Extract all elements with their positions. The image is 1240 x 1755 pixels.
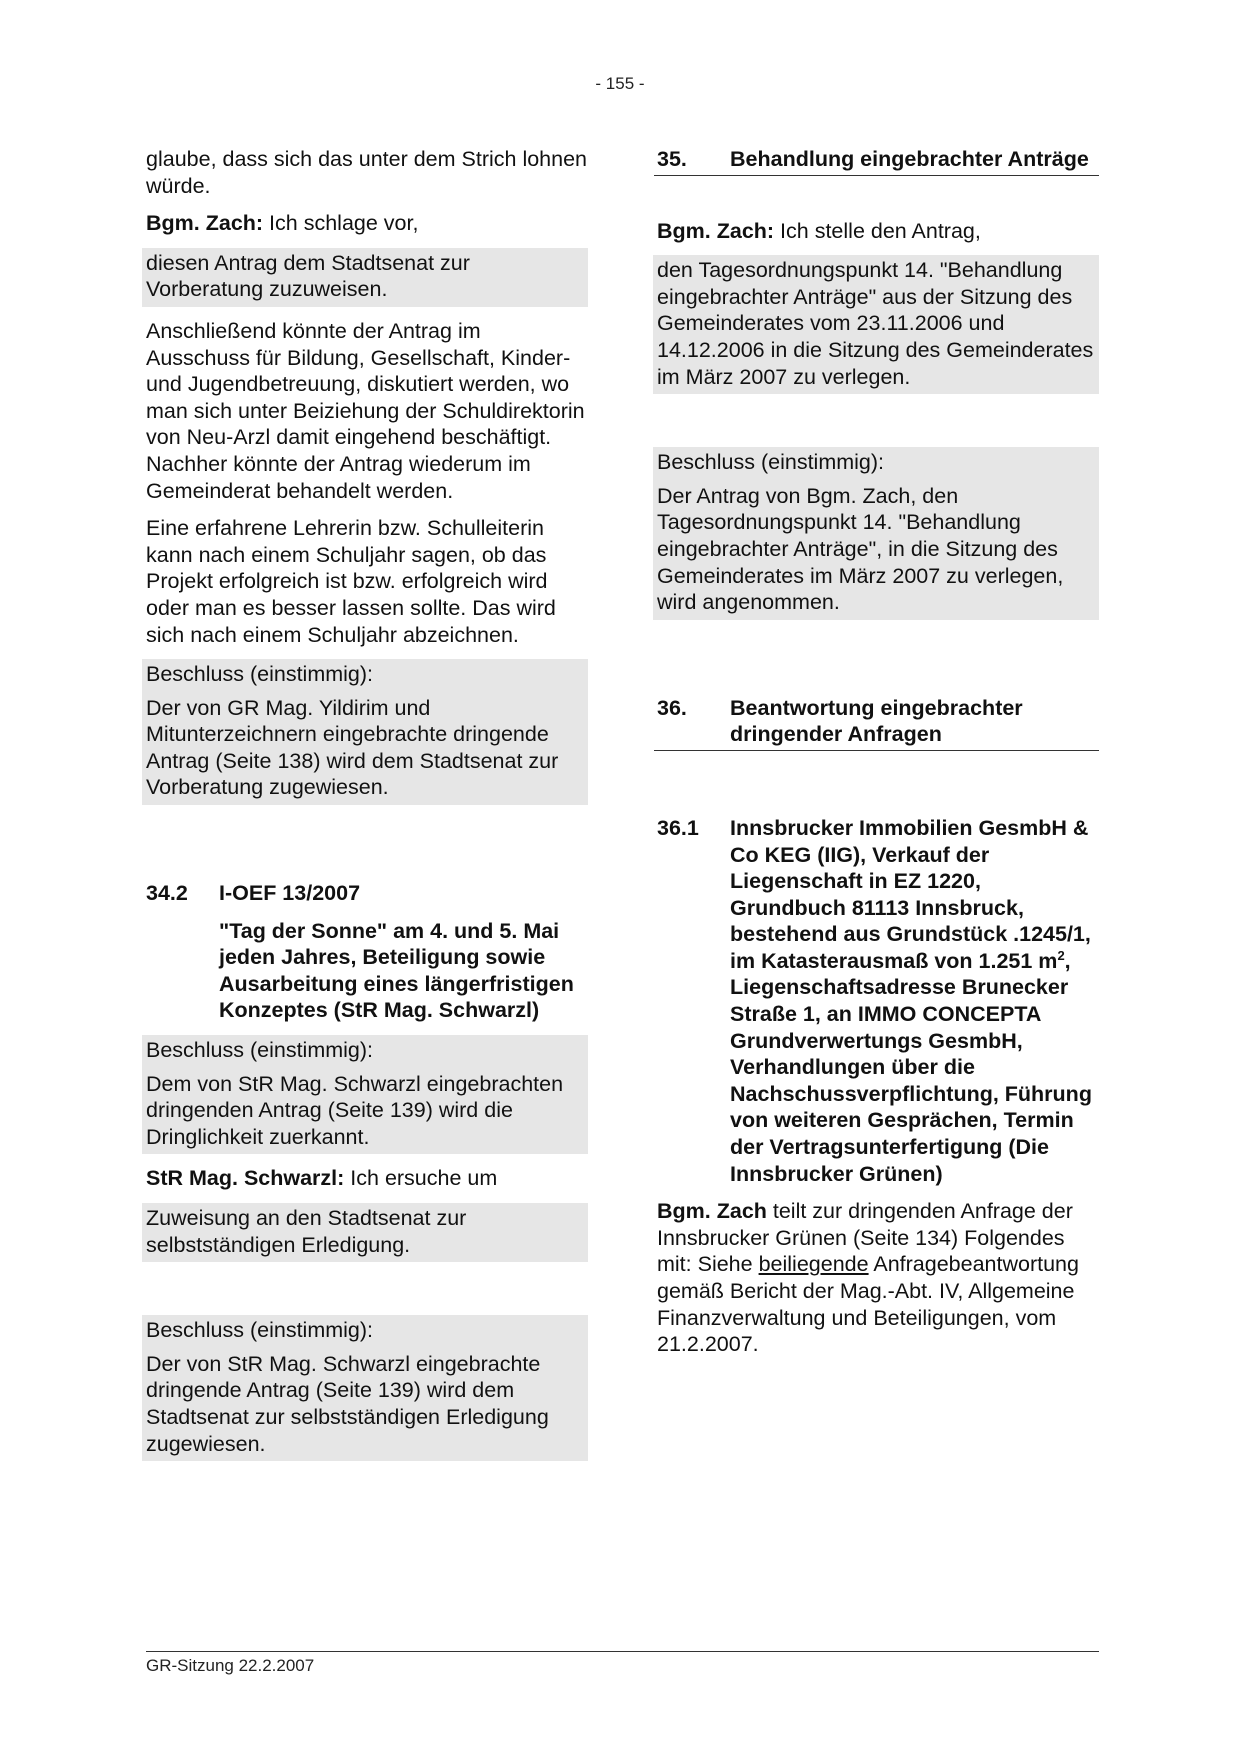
left-column [146, 146, 588, 1472]
speaker-name: Bgm. Zach: [146, 211, 264, 236]
paragraph: glaube, dass sich das unter dem Strich lohnen würde. [146, 147, 588, 198]
item-title: "Tag der Sonne" am 4. und 5. Mai jeden Jahres, Beteiligung sowie Ausarbeitung eines längerfristigen Konzeptes (StR Mag. Schwarzl) [219, 918, 574, 1023]
paragraph-text: Ich ersuche um [344, 1166, 498, 1191]
page-number: - 155 - [595, 74, 645, 93]
agenda-item-36-1 [657, 815, 1099, 1187]
paragraph [146, 1165, 588, 1192]
motion-box: Zuweisung an den Stadtsenat zur selbstständigen Erledigung. [142, 1203, 588, 1262]
item-title: Innsbrucker Immobilien GesmbH & Co KEG (IIG), Verkauf der Liegenschaft in EZ 1220, Grundbuch 81113 Innsbruck, bestehend aus Grundstück .1245/1, im Katasterausmaß von 1.251 $m^2$, Liegenschaftsadresse Brunecker Straße 1, an IMMO CONCEPTA Grundverwertungs GesmbH, Verhandlungen über die Nachschussverpflichtung, Führung von weiteren Gesprächen, Termin der Vertragsunterfertigung (Die Innsbrucker Grünen) [730, 815, 1092, 1186]
paragraph-text: Ich schlage vor, [263, 211, 419, 236]
section-title: Beantwortung eingebrachter dringender Anfragen [730, 695, 1023, 747]
resolution-box [142, 1315, 588, 1461]
resolution-box [142, 659, 588, 805]
resolution-text: Der von StR Mag. Schwarzl eingebrachte dringende Antrag (Seite 139) wird dem Stadtsenat zur selbstständigen Erledigung zugewiesen. [146, 1351, 549, 1456]
resolution-label: Beschluss (einstimmig): [146, 1038, 373, 1063]
item-number: 34.2 [146, 881, 188, 906]
speaker-name: StR Mag. Schwarzl: [146, 1166, 345, 1191]
paragraph [146, 210, 588, 237]
paragraph: Anschließend könnte der Antrag im Ausschuss für Bildung, Gesellschaft, Kinder- und Jugendbetreuung, diskutiert werden, wo man sich unter Beiziehung der Schuldirektorin von Neu-Arzl damit eingehend beschäftigt. Nachher könnte der Antrag wiederum im Gemeinderat behandelt werden. [146, 318, 585, 503]
paragraph: Eine erfahrene Lehrerin bzw. Schulleiterin kann nach einem Schuljahr sagen, ob das Projekt erfolgreich ist bzw. erfolgreich wird oder man es besser lassen sollte. Das wird sich nach einem Schuljahr abzeichnen. [146, 516, 556, 647]
speaker-name: Bgm. Zach: [657, 218, 775, 243]
resolution-box [142, 1035, 588, 1154]
agenda-item-34-2 [146, 880, 588, 907]
section-heading-36 [654, 695, 1099, 751]
resolution-text: Dem von StR Mag. Schwarzl eingebrachten dringenden Antrag (Seite 139) wird die Dringlichkeit zuerkannt. [146, 1071, 564, 1149]
resolution-box [653, 447, 1099, 620]
footer-text: GR-Sitzung 22.2.2007 [146, 1656, 315, 1675]
section-title: Behandlung eingebrachter Anträge [730, 147, 1089, 171]
section-number: 36. [657, 695, 687, 720]
resolution-label: Beschluss (einstimmig): [657, 450, 884, 475]
resolution-text: Der von GR Mag. Yildirim und Mitunterzeichnern eingebrachte dringende Antrag (Seite 138) wird dem Stadtsenat zur Vorberatung zugewiesen. [146, 695, 559, 800]
paragraph-text: Ich stelle den Antrag, [774, 218, 981, 243]
item-code: I-OEF 13/2007 [219, 881, 361, 906]
motion-box: den Tagesordnungspunkt 14. "Behandlung eingebrachter Anträge" aus der Sitzung des Gemeinderates vom 23.11.2006 und 14.12.2006 in die Sitzung des Gemeinderates im März 2007 zu verlegen. [653, 255, 1099, 394]
resolution-text: Der Antrag von Bgm. Zach, den Tagesordnungspunkt 14. "Behandlung eingebrachter Anträge", in die Sitzung des Gemeinderates im März 2007 zu verlegen, wird angenommen. [657, 483, 1064, 615]
section-heading-35 [654, 146, 1099, 176]
motion-box: diesen Antrag dem Stadtsenat zur Vorberatung zuzuweisen. [142, 248, 588, 307]
resolution-label: Beschluss (einstimmig): [146, 1318, 373, 1343]
section-number: 35. [657, 147, 687, 171]
footer-divider [146, 1651, 1099, 1652]
paragraph: Bgm. Zach teilt zur dringenden Anfrage der Innsbrucker Grünen (Seite 134) Folgendes mit: Siehe beiliegende Anfragebeantwortung gemäß Bericht der Mag.-Abt. IV, Allgemeine Finanzverwaltung und Beteiligungen, vom 21.2.2007. [657, 1199, 1079, 1357]
paragraph [657, 218, 1099, 245]
right-column [657, 146, 1099, 1369]
attachment-link[interactable]: beiliegende [758, 1252, 869, 1277]
item-number: 36.1 [657, 815, 699, 840]
speaker-name: Bgm. Zach [657, 1199, 767, 1224]
resolution-label: Beschluss (einstimmig): [146, 662, 373, 687]
